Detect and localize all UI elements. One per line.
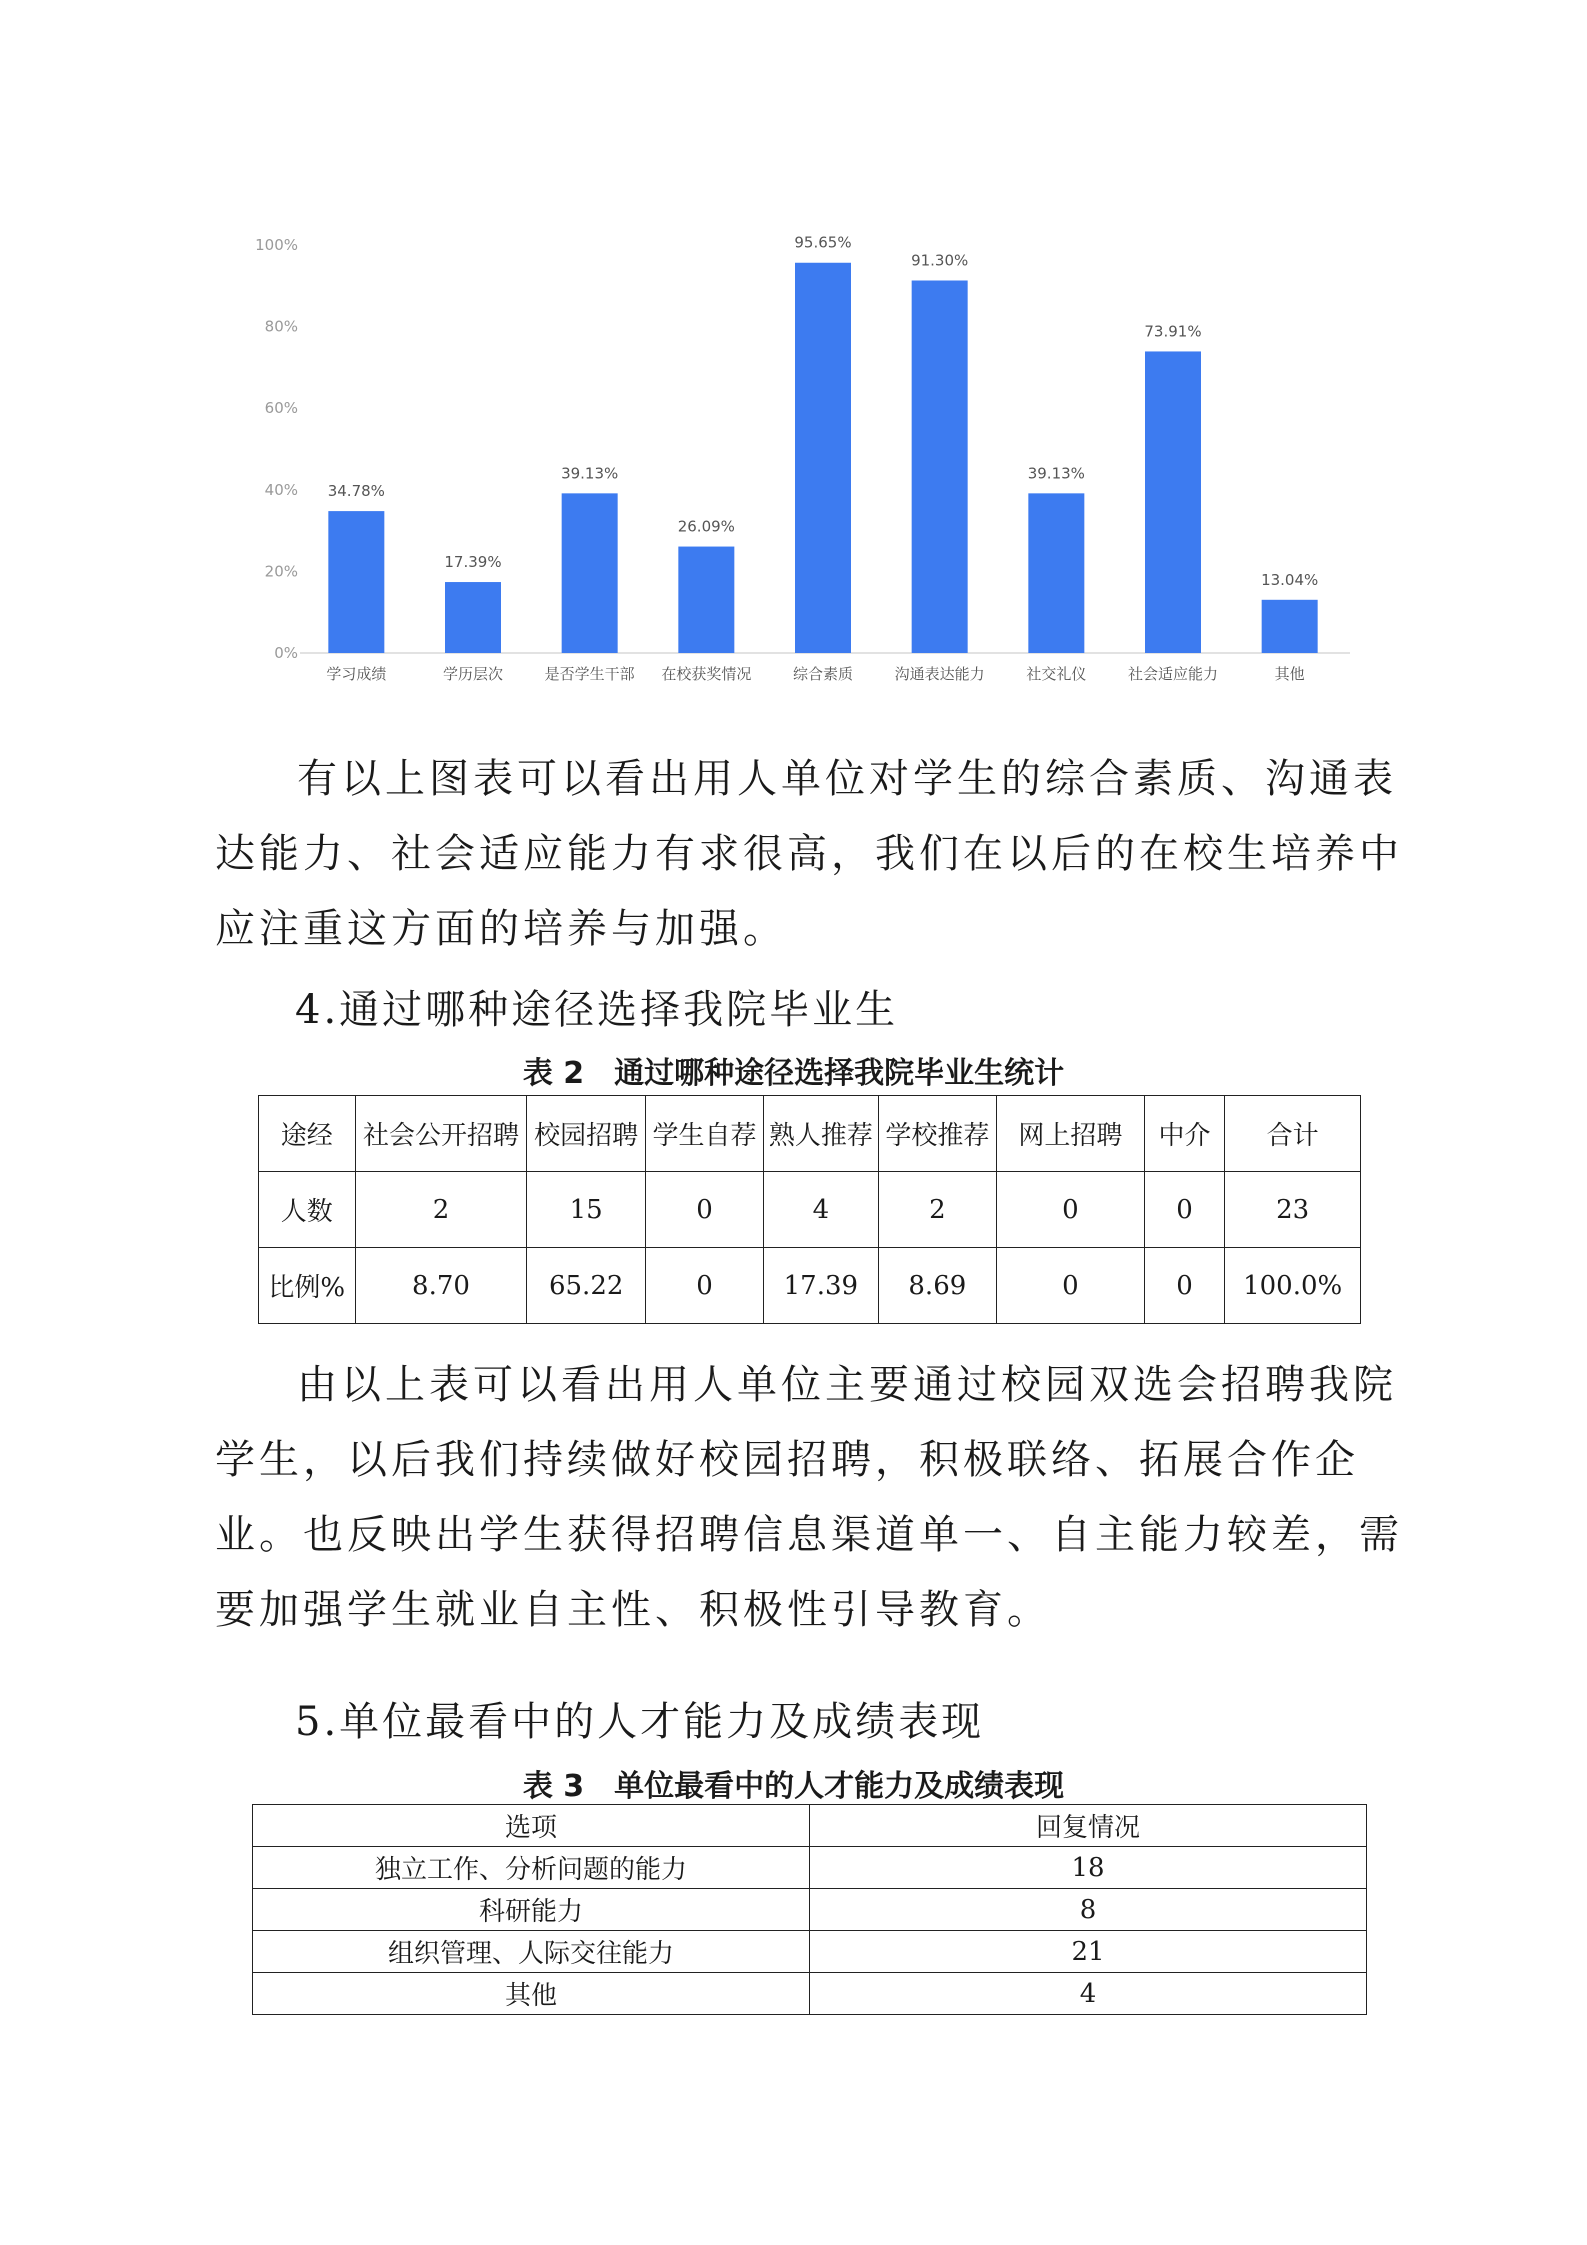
data-label: 91.30% — [911, 251, 969, 270]
table-cell: 8 — [810, 1889, 1367, 1931]
data-label: 17.39% — [444, 553, 502, 572]
bar-chart — [240, 225, 1360, 705]
x-tick-label: 学习成绩 — [326, 665, 387, 683]
table-header-cell: 熟人推荐 — [764, 1096, 879, 1172]
x-tick-label: 其他 — [1274, 665, 1305, 683]
table-header-cell: 合计 — [1225, 1096, 1361, 1172]
bar — [1028, 493, 1084, 653]
table-cell: 8.69 — [878, 1248, 996, 1324]
table-row — [253, 1931, 1367, 1973]
table-row — [259, 1172, 1361, 1248]
x-tick-label: 社会适应能力 — [1127, 665, 1219, 683]
table-header-cell: 学校推荐 — [878, 1096, 996, 1172]
table-cell: 21 — [810, 1931, 1367, 1973]
table-cell: 0 — [1144, 1172, 1224, 1248]
table-cell: 2 — [878, 1172, 996, 1248]
table-3-caption: 表 3 单位最看中的人才能力及成绩表现 — [522, 1769, 1065, 1804]
data-label: 13.04% — [1261, 570, 1319, 589]
table-cell: 0 — [645, 1172, 763, 1248]
table-cell: 17.39 — [764, 1248, 879, 1324]
table-cell: 0 — [1144, 1248, 1224, 1324]
table-cell: 18 — [810, 1847, 1367, 1889]
bar — [795, 263, 851, 653]
table-cell: 65.22 — [527, 1248, 646, 1324]
section-heading-4: 4.通过哪种途径选择我院毕业生 — [295, 987, 899, 1033]
data-label: 95.65% — [794, 233, 852, 252]
table-header-cell: 回复情况 — [810, 1805, 1367, 1847]
data-label: 73.91% — [1144, 322, 1202, 341]
section-heading-5: 5.单位最看中的人才能力及成绩表现 — [295, 1699, 985, 1745]
table-cell: 0 — [645, 1248, 763, 1324]
x-tick-label: 在校获奖情况 — [661, 665, 752, 683]
bar — [678, 547, 734, 653]
x-tick-label: 综合素质 — [792, 665, 854, 683]
table-cell: 组织管理、人际交往能力 — [253, 1931, 810, 1973]
x-tick-label: 是否学生干部 — [544, 665, 635, 683]
table-cell: 人数 — [259, 1172, 356, 1248]
table-header-cell: 校园招聘 — [527, 1096, 646, 1172]
x-tick-label: 沟通表达能力 — [894, 665, 985, 683]
table-header-cell: 途经 — [259, 1096, 356, 1172]
y-tick-label: 20% — [264, 562, 298, 581]
table-row — [259, 1248, 1361, 1324]
data-label: 34.78% — [327, 482, 385, 501]
table-cell: 独立工作、分析问题的能力 — [253, 1847, 810, 1889]
table-cell: 比例% — [259, 1248, 356, 1324]
paragraph-table-summary — [215, 1348, 1410, 1648]
talent-ability-table — [252, 1804, 1367, 2015]
y-tick-label: 40% — [264, 480, 298, 499]
table-header-row — [253, 1805, 1367, 1847]
recruitment-channel-table — [258, 1095, 1361, 1324]
table-header-cell: 学生自荐 — [645, 1096, 763, 1172]
table-row — [253, 1973, 1367, 2015]
table-header-cell: 选项 — [253, 1805, 810, 1847]
data-label: 39.13% — [561, 464, 619, 483]
table-cell: 4 — [764, 1172, 879, 1248]
y-tick-label: 100% — [255, 236, 298, 254]
bar — [562, 493, 618, 653]
table-row — [253, 1889, 1367, 1931]
table-cell: 科研能力 — [253, 1889, 810, 1931]
table-cell: 23 — [1225, 1172, 1361, 1248]
bar — [912, 280, 968, 653]
paragraph-table-summary-text: 由以上表可以看出用人单位主要通过校园双选会招聘我院学生，以后我们持续做好校园招聘，积极联络、拓展合作企业。也反映出学生获得招聘信息渠道单一、自主能力较差，需要加强学生就业自主性、积极性引导教育。 — [215, 1362, 1403, 1633]
table-cell: 4 — [810, 1973, 1367, 2015]
table-header-cell: 中介 — [1144, 1096, 1224, 1172]
y-tick-label: 80% — [264, 317, 298, 336]
data-label: 39.13% — [1027, 464, 1085, 483]
y-tick-label: 60% — [264, 399, 298, 418]
table-cell: 100.0% — [1225, 1248, 1361, 1324]
data-label: 26.09% — [677, 517, 735, 536]
bar — [328, 511, 384, 653]
table-row — [253, 1847, 1367, 1889]
paragraph-chart-summary — [215, 742, 1410, 967]
table-cell: 8.70 — [355, 1248, 527, 1324]
table-cell: 2 — [355, 1172, 527, 1248]
y-tick-label: 0% — [274, 644, 298, 662]
table-header-cell: 网上招聘 — [997, 1096, 1145, 1172]
x-tick-label: 学历层次 — [442, 665, 504, 683]
table-cell: 0 — [997, 1248, 1145, 1324]
table-2-caption: 表 2 通过哪种途径选择我院毕业生统计 — [522, 1056, 1065, 1091]
table-cell: 0 — [997, 1172, 1145, 1248]
bar — [1145, 351, 1201, 653]
table-cell: 15 — [527, 1172, 646, 1248]
table-header-cell: 社会公开招聘 — [355, 1096, 527, 1172]
table-cell: 其他 — [253, 1973, 810, 2015]
x-tick-label: 社交礼仪 — [1026, 665, 1087, 683]
bar — [445, 582, 501, 653]
table-header-row — [259, 1096, 1361, 1172]
paragraph-chart-summary-text: 有以上图表可以看出用人单位对学生的综合素质、沟通表达能力、社会适应能力有求很高，我们在以后的在校生培养中应注重这方面的培养与加强。 — [215, 756, 1403, 952]
bar — [1262, 600, 1318, 653]
